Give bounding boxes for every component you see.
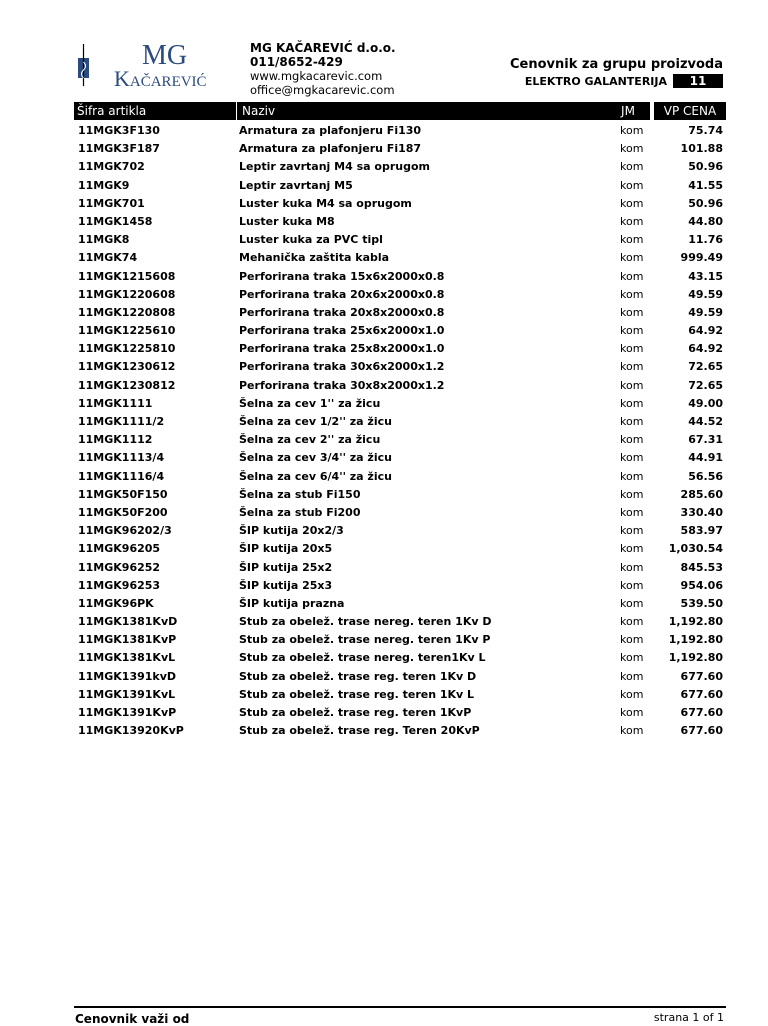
item-unit: kom — [620, 487, 644, 501]
item-name: ŠIP kutija 25x2 — [239, 560, 333, 574]
item-price: 44.91 — [688, 451, 723, 465]
item-price: 56.56 — [688, 469, 723, 483]
item-name: Stub za obelež. trase reg. teren 1KvP — [239, 706, 472, 719]
item-code: 11MGK1225610 — [78, 324, 176, 338]
item-name: Stub za obelež. trase reg. Teren 20KvP — [239, 724, 480, 738]
table-row — [74, 559, 726, 577]
item-unit: kom — [620, 451, 644, 465]
item-code: 11MGK3F130 — [78, 124, 160, 137]
item-name: Stub za obelež. trase nereg. teren1Kv L — [239, 651, 486, 665]
table-row — [74, 249, 726, 267]
item-unit: kom — [620, 596, 644, 610]
item-unit: kom — [620, 233, 644, 247]
item-price: 677.60 — [680, 724, 723, 738]
item-name: Leptir zavrtanj M4 sa oprugom — [239, 160, 430, 174]
item-price: 330.40 — [680, 505, 723, 519]
item-code: 11MGK50F200 — [78, 505, 168, 519]
product-group-name: ELEKTRO GALANTERIJA — [524, 74, 667, 88]
table-row — [74, 286, 726, 304]
table-row — [74, 340, 726, 358]
item-price: 41.55 — [688, 178, 723, 192]
item-unit: kom — [620, 305, 644, 319]
table-row — [74, 649, 726, 667]
item-code: 11MGK74 — [78, 251, 138, 265]
table-row — [74, 431, 726, 449]
item-price: 72.65 — [688, 360, 723, 374]
table-row — [74, 631, 726, 649]
item-price: 101.88 — [680, 142, 723, 156]
item-unit: kom — [620, 324, 644, 338]
item-unit: kom — [620, 214, 644, 228]
item-unit: kom — [620, 560, 644, 574]
item-name: Perforirana traka 20x6x2000x0.8 — [239, 287, 445, 301]
table-row — [74, 595, 726, 613]
company-website: www.mgkacarevic.com — [250, 69, 383, 83]
table-row — [74, 686, 726, 704]
item-price: 1,192.80 — [668, 615, 723, 629]
item-price: 1,030.54 — [668, 542, 723, 556]
table-row — [74, 504, 726, 522]
table-row — [74, 158, 726, 176]
item-code: 11MGK9 — [78, 178, 130, 192]
item-name: Šelna za stub Fi200 — [239, 505, 361, 519]
item-name: Šelna za cev 1/2'' za žicu — [239, 415, 392, 428]
item-price: 677.60 — [680, 669, 723, 683]
item-unit: kom — [620, 124, 644, 137]
item-code: 11MGK1116/4 — [78, 469, 165, 483]
item-code: 11MGK96PK — [78, 596, 154, 610]
item-code: 11MGK96202/3 — [78, 524, 172, 538]
price-table-body — [74, 122, 726, 740]
item-unit: kom — [620, 578, 644, 592]
item-price: 72.65 — [688, 378, 723, 392]
item-unit: kom — [620, 687, 644, 701]
item-price: 845.53 — [680, 560, 723, 574]
item-name: Šelna za cev 6/4'' za žicu — [239, 469, 392, 483]
table-row — [74, 413, 726, 431]
item-name: Šelna za stub Fi150 — [239, 487, 361, 501]
table-row — [74, 268, 726, 286]
item-code: 11MGK96253 — [78, 578, 161, 592]
item-price: 11.76 — [688, 233, 723, 247]
company-info — [250, 41, 396, 97]
item-code: 11MGK702 — [78, 160, 145, 174]
item-name: Leptir zavrtanj M5 — [239, 178, 353, 192]
item-code: 11MGK8 — [78, 233, 130, 247]
table-row — [74, 704, 726, 722]
item-price: 677.60 — [680, 687, 723, 701]
logo-text-top: MG — [142, 40, 188, 71]
item-unit: kom — [620, 724, 644, 738]
item-code: 11MGK1458 — [78, 214, 153, 228]
column-header-unit: JM — [606, 102, 650, 120]
table-row — [74, 177, 726, 195]
item-code: 11MGK96252 — [78, 560, 161, 574]
item-price: 64.92 — [688, 342, 723, 356]
item-code: 11MGK1220608 — [78, 287, 176, 301]
item-unit: kom — [620, 251, 644, 265]
table-row — [74, 231, 726, 249]
item-price: 583.97 — [680, 524, 723, 538]
item-unit: kom — [620, 142, 644, 156]
company-logo — [74, 40, 230, 92]
column-header-name: Naziv — [237, 102, 607, 120]
logo-text-bottom: Kačarević — [114, 66, 207, 91]
item-price: 43.15 — [688, 269, 723, 283]
table-row — [74, 195, 726, 213]
item-code: 11MGK1225810 — [78, 342, 176, 356]
item-price: 64.92 — [688, 324, 723, 338]
table-row — [74, 395, 726, 413]
item-name: Luster kuka M4 sa oprugom — [239, 196, 412, 210]
item-code: 11MGK1215608 — [78, 269, 176, 283]
item-code: 11MGK50F150 — [78, 487, 168, 501]
item-code: 11MGK3F187 — [78, 142, 160, 156]
item-code: 11MGK1381KvL — [78, 651, 176, 665]
item-unit: kom — [620, 287, 644, 301]
item-price: 49.00 — [688, 396, 723, 410]
item-name: Stub za obelež. trase reg. teren 1Kv L — [239, 687, 475, 701]
table-row — [74, 540, 726, 558]
column-header-code: Šifra artikla — [74, 102, 236, 120]
item-name: Perforirana traka 25x6x2000x1.0 — [239, 324, 445, 338]
footer-page-number: strana 1 of 1 — [653, 1011, 724, 1024]
item-unit: kom — [620, 505, 644, 519]
item-unit: kom — [620, 633, 644, 647]
item-name: Perforirana traka 25x8x2000x1.0 — [239, 342, 445, 356]
item-price: 50.96 — [688, 160, 723, 174]
item-unit: kom — [620, 524, 644, 538]
item-name: Stub za obelež. trase reg. teren 1Kv D — [239, 669, 477, 683]
item-name: Luster kuka za PVC tipl — [239, 233, 383, 247]
table-row — [74, 449, 726, 467]
item-name: Armatura za plafonjeru Fi130 — [239, 124, 422, 137]
item-name: Armatura za plafonjeru Fi187 — [239, 142, 422, 156]
item-name: Perforirana traka 30x6x2000x1.2 — [239, 360, 445, 374]
item-price: 677.60 — [680, 706, 723, 719]
item-name: Perforirana traka 15x6x2000x0.8 — [239, 269, 445, 283]
pricelist-title: Cenovnik za grupu proizvoda — [510, 57, 723, 72]
item-code: 11MGK701 — [78, 196, 145, 210]
item-unit: kom — [620, 396, 644, 410]
company-email: office@mgkacarevic.com — [250, 83, 395, 97]
item-code: 11MGK1220808 — [78, 305, 176, 319]
item-code: 11MGK1391kvD — [78, 669, 177, 683]
item-price: 75.74 — [688, 124, 723, 137]
item-name: Stub za obelež. trase nereg. teren 1Kv D — [239, 615, 492, 629]
item-name: Šelna za cev 1'' za žicu — [239, 396, 381, 410]
item-unit: kom — [620, 196, 644, 210]
footer-valid-from: Cenovnik važi od — [75, 1012, 190, 1026]
company-name: MG KAČAREVIĆ d.o.o. — [250, 41, 396, 55]
item-name: Šelna za cev 2'' za žicu — [239, 433, 381, 447]
item-code: 11MGK1230812 — [78, 378, 176, 392]
item-name: Perforirana traka 30x8x2000x1.2 — [239, 378, 445, 392]
item-unit: kom — [620, 433, 644, 447]
item-unit: kom — [620, 542, 644, 556]
item-code: 11MGK1112 — [78, 433, 153, 447]
item-name: Mehanička zaštita kabla — [239, 251, 390, 265]
item-name: Stub za obelež. trase nereg. teren 1Kv P — [239, 633, 491, 647]
item-unit: kom — [620, 342, 644, 356]
item-code: 11MGK1113/4 — [78, 451, 165, 465]
item-unit: kom — [620, 378, 644, 392]
table-row — [74, 122, 726, 140]
item-unit: kom — [620, 269, 644, 283]
item-unit: kom — [620, 415, 644, 428]
table-row — [74, 358, 726, 376]
table-row — [74, 304, 726, 322]
item-unit: kom — [620, 669, 644, 683]
item-code: 11MGK1381KvP — [78, 633, 177, 647]
item-code: 11MGK96205 — [78, 542, 161, 556]
table-row — [74, 377, 726, 395]
item-price: 50.96 — [688, 196, 723, 210]
item-name: Luster kuka M8 — [239, 214, 335, 228]
item-name: Perforirana traka 20x8x2000x0.8 — [239, 305, 445, 319]
item-unit: kom — [620, 178, 644, 192]
item-code: 11MGK1381KvD — [78, 615, 178, 629]
item-code: 11MGK1230612 — [78, 360, 176, 374]
product-group — [510, 74, 723, 88]
item-price: 999.49 — [680, 251, 723, 265]
table-row — [74, 577, 726, 595]
item-price: 1,192.80 — [668, 633, 723, 647]
item-price: 954.06 — [680, 578, 723, 592]
table-header — [74, 102, 726, 120]
item-unit: kom — [620, 360, 644, 374]
table-row — [74, 668, 726, 686]
item-price: 49.59 — [688, 305, 723, 319]
table-row — [74, 613, 726, 631]
item-price: 44.52 — [688, 415, 723, 428]
item-unit: kom — [620, 706, 644, 719]
item-code: 11MGK1111 — [78, 396, 153, 410]
item-name: ŠIP kutija 25x3 — [239, 578, 333, 592]
item-name: Šelna za cev 3/4'' za žicu — [239, 451, 392, 465]
column-header-price: VP CENA — [654, 102, 726, 120]
item-code: 11MGK1111/2 — [78, 415, 165, 428]
table-row — [74, 213, 726, 231]
table-row — [74, 322, 726, 340]
item-price: 44.80 — [688, 214, 723, 228]
item-price: 1,192.80 — [668, 651, 723, 665]
item-price: 285.60 — [680, 487, 723, 501]
item-price: 67.31 — [688, 433, 723, 447]
item-unit: kom — [620, 651, 644, 665]
item-name: ŠIP kutija prazna — [239, 596, 345, 610]
table-row — [74, 468, 726, 486]
table-row — [74, 522, 726, 540]
item-name: ŠIP kutija 20x5 — [239, 542, 333, 556]
item-code: 11MGK13920KvP — [78, 724, 184, 738]
item-name: ŠIP kutija 20x2/3 — [239, 524, 344, 538]
product-group-number: 11 — [673, 74, 723, 88]
logo-emblem-icon — [78, 44, 89, 86]
item-unit: kom — [620, 615, 644, 629]
table-row — [74, 722, 726, 740]
item-price: 49.59 — [688, 287, 723, 301]
table-row — [74, 140, 726, 158]
pricelist-heading — [510, 57, 723, 88]
item-price: 539.50 — [680, 596, 723, 610]
item-code: 11MGK1391KvP — [78, 706, 177, 719]
table-row — [74, 486, 726, 504]
footer-divider — [74, 1006, 726, 1008]
item-unit: kom — [620, 469, 644, 483]
company-phone: 011/8652-429 — [250, 55, 343, 69]
item-unit: kom — [620, 160, 644, 174]
item-code: 11MGK1391KvL — [78, 687, 176, 701]
